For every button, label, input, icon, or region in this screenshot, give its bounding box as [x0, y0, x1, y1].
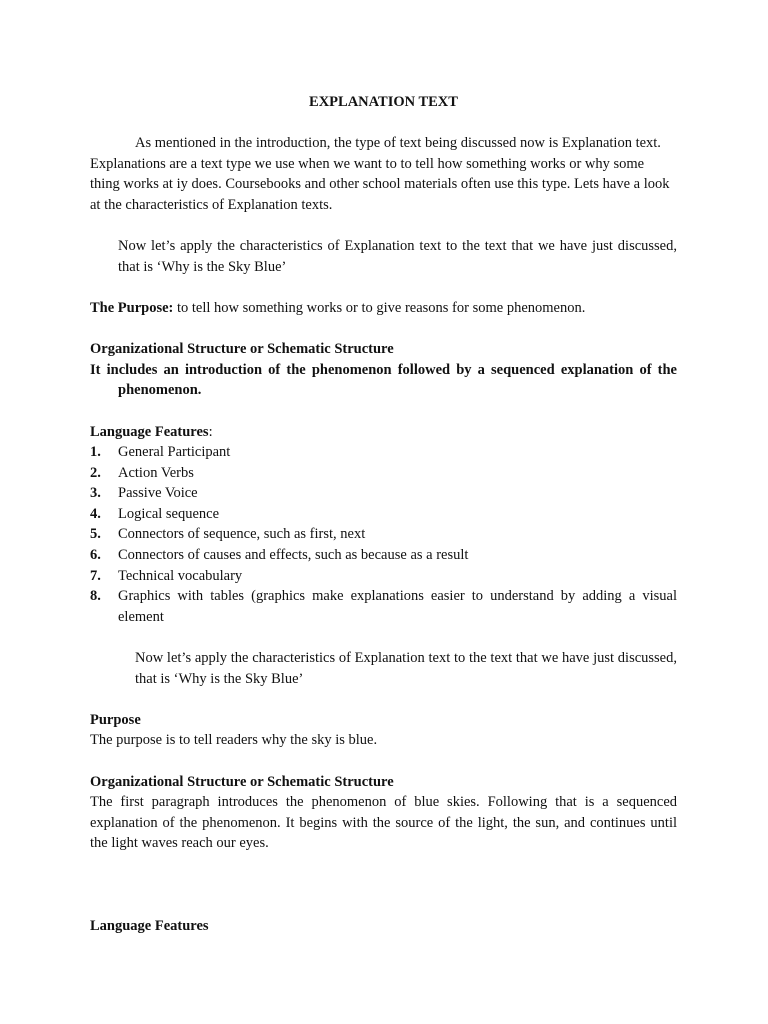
apply-note-1: Now let’s apply the characteristics of Explanation text to the text that we have just discussed, that is ‘Why is the Sky Blue’: [118, 238, 677, 275]
purpose-body: The purpose is to tell readers why the sky is blue.: [90, 732, 378, 749]
purpose-label: The Purpose:: [90, 299, 174, 316]
language-features-heading: Language Features:: [90, 423, 213, 440]
org-structure-heading-2: Organizational Structure or Schematic Structure: [90, 773, 394, 790]
org-structure-heading: Organizational Structure or Schematic Structure: [90, 341, 394, 358]
apply-note-2: Now let’s apply the characteristics of Explanation text to the text that we have just discussed, that is ‘Why is the Sky Blue’: [135, 650, 677, 687]
purpose-text: to tell how something works or to give reasons for some phenomenon.: [173, 299, 586, 316]
intro-paragraph: As mentioned in the introduction, the type of text being discussed now is Explanation text. Explanations are a text type we use when we want to to tell how something works or why some thing works at iy does. Coursebooks and other school materials often use this type. Lets have a look at the characteristics of Explanation texts.: [90, 135, 670, 213]
list-item: 2. Action Verbs: [90, 464, 194, 481]
list-item: 3. Passive Voice: [90, 485, 198, 502]
language-features-heading-2: Language Features: [90, 917, 209, 934]
list-item: 8. Graphics with tables (graphics make explanations easier to understand by adding a visual element: [90, 588, 677, 625]
list-item: 4. Logical sequence: [90, 505, 220, 522]
list-item: 6. Connectors of causes and effects, such as because as a result: [90, 547, 469, 564]
list-item: 1. General Participant: [90, 444, 231, 461]
document-page: [90, 92, 677, 936]
list-item: 5. Connectors of sequence, such as first, next: [90, 526, 366, 543]
language-features-list: [90, 442, 677, 627]
purpose-heading: Purpose: [90, 711, 141, 728]
document-title: EXPLANATION TEXT: [309, 94, 458, 110]
list-item: 7. Technical vocabulary: [90, 567, 243, 584]
org-structure-text: It includes an introduction of the phenomenon followed by a sequenced explanation of the phenomenon.: [90, 361, 677, 399]
purpose-line: [90, 298, 677, 319]
org-structure-body-2: The first paragraph introduces the phenomenon of blue skies. Following that is a sequenced explanation of the phenomenon. It begins with the source of the light, the sun, and continues until the light waves reach our eyes.: [90, 794, 677, 852]
